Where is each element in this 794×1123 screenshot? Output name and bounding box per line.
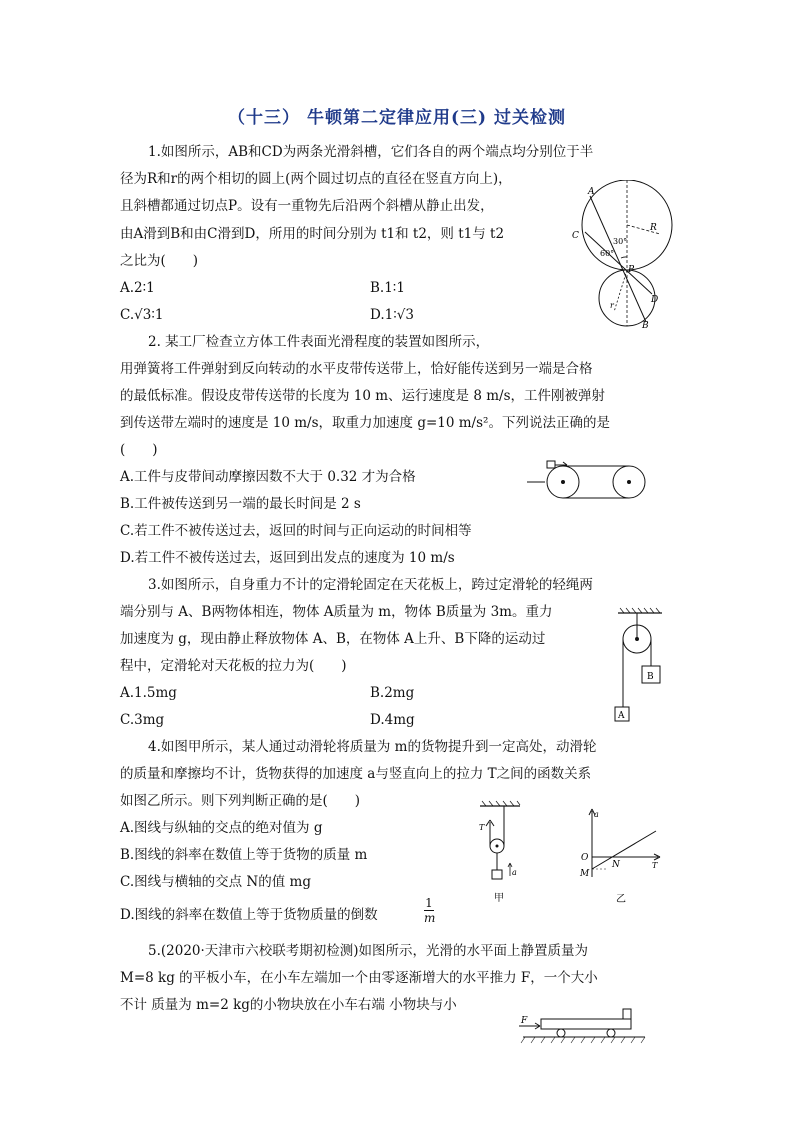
q2-line-1: 2. 某工厂检查立方体工件表面光滑程度的装置如图所示， (148, 334, 490, 350)
q4-figure-jia (470, 800, 530, 905)
q4-caption-yi: 乙 (616, 894, 626, 905)
q2-option-d: D.若工件不被传送过去，返回到出发点的速度为 10 m/s (120, 550, 455, 566)
q1-line-3: 且斜槽都通过切点P。设有一重物先后沿两个斜槽从静止出发， (120, 198, 494, 214)
q4-label-m: M (580, 869, 590, 879)
q4-label-n: N (612, 860, 620, 870)
q4-line-2: 的质量和摩擦均不计，货物获得的加速度 a与竖直向上的拉力 T之间的函数关系 (120, 766, 592, 782)
q1-label-b: B (642, 321, 649, 331)
q4-label-a-axis: a (594, 810, 599, 819)
q3-line-4: 程中，定滑轮对天花板的拉力为( ) (120, 658, 347, 674)
q2-option-a: A.工件与皮带间动摩擦因数不大于 0.32 才为合格 (120, 469, 416, 485)
q1-label-r-big: R (650, 223, 657, 233)
q5-cart-figure (515, 1003, 650, 1048)
q3-option-c: C.3mg (120, 712, 165, 728)
q4-label-t-axis: T (652, 861, 658, 870)
q4-fraction (424, 896, 434, 925)
q3-pulley-figure (610, 605, 670, 725)
q4-figure-yi (572, 805, 672, 905)
q2-option-b: B.工件被传送到另一端的最长时间是 2 s (120, 496, 361, 512)
q4-line-3: 如图乙所示。则下列判断正确的是( ) (120, 793, 361, 809)
q1-line-4: 由A滑到B和由C滑到D，所用的时间分别为 t1和 t2，则 t1与 t2 (120, 226, 505, 242)
q1-label-angle-30: 30° (613, 237, 628, 246)
q4-option-a: A.图线与纵轴的交点的绝对值为 g (120, 820, 323, 836)
q3-option-a: A.1.5mg (120, 685, 177, 701)
q3-label-a: A (618, 711, 625, 721)
q3-line-1: 3.如图所示，自身重力不计的定滑轮固定在天花板上，跨过定滑轮的轻绳两 (148, 577, 593, 593)
q3-line-3: 加速度为 g，现由静止释放物体 A、B，在物体 A上升、B下降的运动过 (120, 631, 546, 647)
q1-option-b: B.1∶1 (370, 280, 405, 296)
q5-line-1: 5.(2020·天津市六校联考期初检测)如图所示，光滑的水平面上静置质量为 (148, 943, 589, 959)
q4-fraction-numerator: 1 (425, 896, 433, 910)
q4-label-o: O (581, 853, 589, 863)
q1-option-d: D.1∶√3 (370, 307, 414, 323)
q3-option-d: D.4mg (370, 712, 415, 728)
q1-circles-figure (560, 180, 675, 332)
q2-conveyor-figure (525, 455, 650, 505)
q1-label-d: D (651, 295, 659, 305)
q1-label-a: A (588, 187, 595, 197)
q4-option-c: C.图线与横轴的交点 N的值 mg (120, 874, 311, 890)
q2-line-3: 的最低标准。假设皮带传送带的长度为 10 m、运行速度是 8 m/s，工件刚被弹射 (120, 388, 606, 404)
q5-line-3: 不计 质量为 m=2 kg的小物块放在小车右端 小物块与小 (120, 997, 457, 1013)
q1-label-angle-60: 60° (600, 249, 615, 258)
q2-line-5: ( ) (120, 442, 158, 458)
q5-label-f: F (521, 1016, 528, 1026)
q1-label-c: C (572, 231, 579, 241)
q2-line-2: 用弹簧将工件弹射到反向转动的水平皮带传送带上，恰好能传送到另一端是合格 (120, 361, 593, 377)
q2-option-c: C.若工件不被传送过去，返回的时间与正向运动的时间相等 (120, 523, 472, 539)
q3-line-2: 端分别与 A、B两物体相连，物体 A质量为 m，物体 B质量为 3m。重力 (120, 604, 553, 620)
q4-label-a-jia: a (512, 868, 517, 877)
q1-line-5: 之比为( ) (120, 253, 199, 269)
q4-label-t-jia: T (479, 823, 485, 832)
q5-line-2: M=8 kg 的平板小车，在小车左端加一个由零逐渐增大的水平推力 F，一个大小 (120, 970, 598, 986)
q2-line-4: 到传送带左端时的速度是 10 m/s，取重力加速度 g=10 m/s²。下列说法正确的是 (120, 415, 610, 431)
page-title: （十三） 牛顿第二定律应用(三) 过关检测 (228, 108, 566, 128)
q1-line-2: 径为R和r的两个相切的圆上(两个圆过切点的直径在竖直方向上)， (120, 171, 512, 187)
q4-option-d: D.图线的斜率在数值上等于货物质量的倒数 (120, 907, 378, 923)
q1-label-p: P (628, 265, 635, 275)
q1-option-a: A.2∶1 (120, 280, 155, 296)
q4-option-b: B.图线的斜率在数值上等于货物的质量 m (120, 847, 368, 863)
q1-line-1: 1.如图所示，AB和CD为两条光滑斜槽，它们各自的两个端点均分别位于半 (148, 144, 594, 160)
q1-label-r-small: r (610, 301, 614, 310)
q4-fraction-denominator: m (424, 911, 436, 925)
q4-caption-jia: 甲 (494, 893, 504, 904)
q1-option-c: C.√3∶1 (120, 307, 164, 323)
q3-label-b: B (647, 672, 654, 682)
q3-option-b: B.2mg (370, 685, 415, 701)
q4-line-1: 4.如图甲所示，某人通过动滑轮将质量为 m的货物提升到一定高处，动滑轮 (148, 739, 597, 755)
